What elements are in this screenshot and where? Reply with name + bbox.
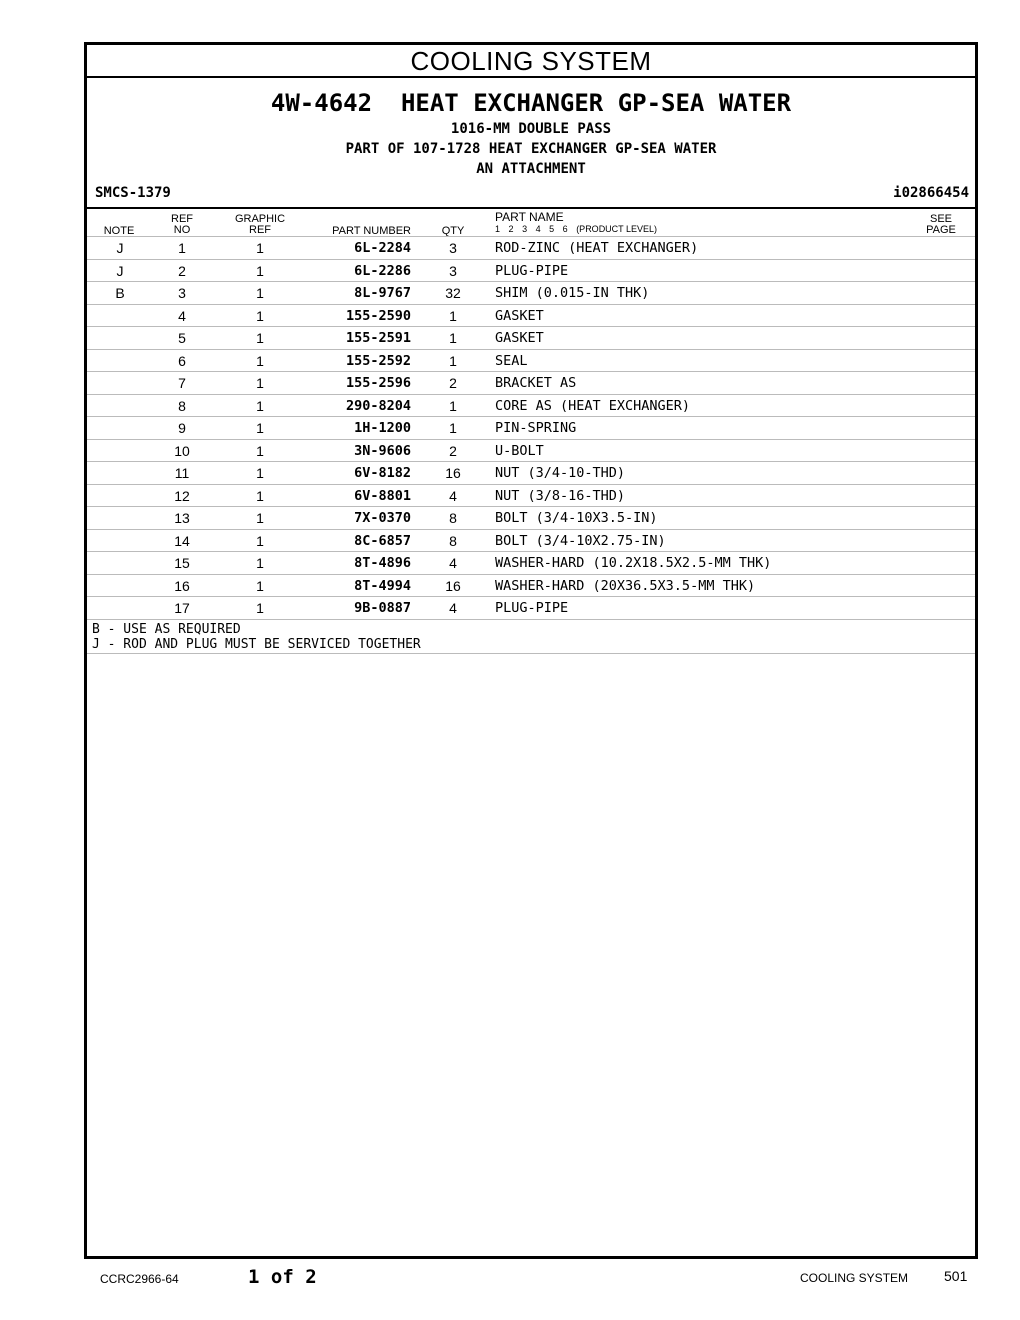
qty-cell: 1: [449, 420, 457, 436]
col-note: NOTE: [103, 225, 135, 237]
part-number-cell: 8T-4896: [354, 555, 411, 571]
ref-no-cell: 3: [178, 285, 186, 301]
part-number-cell: 3N-9606: [354, 442, 411, 459]
header-rule: [87, 207, 975, 209]
table-row: [87, 440, 975, 463]
table-row: [87, 395, 975, 418]
part-number-cell: 155-2590: [345, 307, 411, 324]
part-number-cell: 7X-0370: [354, 510, 411, 526]
ref-no-cell: 12: [174, 487, 190, 504]
part-name-cell: PLUG-PIPE: [495, 262, 569, 279]
ref-no-cell: 8: [178, 397, 186, 414]
part-number-cell: 155-2596: [345, 375, 411, 391]
graphic-ref-cell: 1: [256, 352, 264, 369]
part-number-cell: 155-2591: [345, 330, 411, 346]
part-number-cell: 6L-2284: [354, 240, 411, 256]
ref-no-cell: 6: [178, 352, 186, 369]
qty-cell: 8: [449, 510, 457, 526]
table-row: [87, 575, 975, 598]
graphic-ref-cell: 1: [256, 240, 264, 256]
qty-cell: 3: [449, 240, 457, 256]
qty-cell: 16: [445, 577, 461, 594]
part-name-cell: NUT (3/8-16-THD): [495, 487, 626, 504]
table-row: [87, 485, 975, 508]
product-levels: [495, 224, 663, 234]
group-title: 4W-4642 HEAT EXCHANGER GP-SEA WATER: [270, 89, 792, 117]
part-name-cell: BOLT (3/4-10X2.75-IN): [495, 532, 666, 549]
part-name-cell: GASKET: [495, 307, 544, 324]
graphic-ref-cell: 1: [256, 510, 264, 526]
smcs-code: SMCS-1379: [95, 185, 171, 201]
part-name-cell: SEAL: [495, 352, 528, 369]
qty-cell: 4: [449, 600, 457, 616]
section-title: COOLING SYSTEM: [87, 45, 975, 78]
note-cell: B: [115, 285, 125, 301]
parts-list: [87, 236, 975, 654]
table-row: [87, 372, 975, 395]
ref-no-cell: 15: [174, 555, 190, 571]
ref-no-cell: 5: [178, 330, 186, 346]
level-6: 6: [562, 224, 568, 234]
title-line-2: PART OF 107-1728 HEAT EXCHANGER GP-SEA WATER: [345, 141, 717, 157]
part-number-cell: 6V-8801: [354, 487, 411, 504]
ref-no-cell: 7: [178, 375, 186, 391]
part-name-cell: WASHER-HARD (20X36.5X3.5-MM THK): [495, 577, 756, 594]
part-number-cell: 8L-9767: [354, 285, 411, 301]
page-of: 1 of 2: [248, 1266, 317, 1288]
part-name-cell: SHIM (0.015-IN THK): [495, 285, 650, 301]
title-block: [87, 87, 975, 179]
graphic-ref-cell: 1: [256, 307, 264, 324]
footer-section: COOLING SYSTEM: [800, 1271, 909, 1285]
part-number-cell: 8T-4994: [354, 577, 411, 594]
col-part-name: PART NAME: [495, 210, 564, 224]
page-frame: [84, 42, 978, 1259]
part-name-cell: NUT (3/4-10-THD): [495, 465, 626, 481]
table-row: [87, 305, 975, 328]
ref-no-cell: 1: [178, 240, 186, 256]
level-5: 5: [549, 224, 555, 234]
qty-cell: 1: [449, 397, 457, 414]
part-name-cell: GASKET: [495, 330, 544, 346]
page-number: 501: [944, 1268, 968, 1284]
part-name-cell: PIN-SPRING: [495, 420, 577, 436]
graphic-ref-cell: 1: [256, 487, 264, 504]
table-row: [87, 417, 975, 440]
part-number-cell: 6L-2286: [354, 262, 411, 279]
note-cell: J: [116, 240, 124, 256]
table-row: [87, 260, 975, 283]
part-name-cell: U-BOLT: [495, 442, 544, 459]
qty-cell: 32: [445, 285, 461, 301]
level-3: 3: [522, 224, 528, 234]
qty-cell: 1: [449, 330, 457, 346]
notes-block: [87, 620, 975, 654]
table-row: [87, 462, 975, 485]
graphic-ref-cell: 1: [256, 285, 264, 301]
qty-cell: 1: [449, 307, 457, 324]
doc-id: CCRC2966-64: [100, 1272, 179, 1286]
col-part-number: PART NUMBER: [332, 225, 411, 237]
graphic-ref-cell: 1: [256, 375, 264, 391]
part-number-cell: 1H-1200: [354, 420, 411, 436]
ref-no-cell: 16: [174, 577, 190, 594]
part-name-cell: PLUG-PIPE: [495, 600, 569, 616]
graphic-ref-cell: 1: [256, 555, 264, 571]
table-row: [87, 530, 975, 553]
part-name-cell: WASHER-HARD (10.2X18.5X2.5-MM THK): [495, 555, 772, 571]
part-name-cell: ROD-ZINC (HEAT EXCHANGER): [495, 240, 699, 256]
part-number-cell: 8C-6857: [354, 532, 411, 549]
qty-cell: 4: [449, 487, 457, 504]
qty-cell: 1: [449, 352, 457, 369]
ref-no-cell: 14: [174, 532, 190, 549]
table-row: [87, 597, 975, 620]
ref-no-cell: 4: [178, 307, 186, 324]
title-line-1: 1016-MM DOUBLE PASS: [450, 121, 612, 137]
graphic-ref-cell: 1: [256, 397, 264, 414]
table-row: [87, 237, 975, 260]
graphic-ref-cell: 1: [256, 577, 264, 594]
title-line-3: AN ATTACHMENT: [476, 161, 586, 177]
qty-cell: 2: [449, 375, 457, 391]
table-row: [87, 350, 975, 373]
graphic-ref-cell: 1: [256, 262, 264, 279]
graphic-ref-cell: 1: [256, 420, 264, 436]
level-4: 4: [535, 224, 541, 234]
ref-no-cell: 9: [178, 420, 186, 436]
level-2: 2: [508, 224, 514, 234]
note-cell: J: [116, 262, 124, 279]
ref-no-cell: 10: [174, 442, 190, 459]
product-level-label: (PRODUCT LEVEL): [576, 224, 658, 234]
graphic-ref-cell: 1: [256, 330, 264, 346]
part-number-cell: 9B-0887: [354, 600, 411, 616]
note-line: B - USE AS REQUIRED: [92, 621, 241, 637]
graphic-ref-cell: 1: [256, 532, 264, 549]
part-number-cell: 6V-8182: [354, 465, 411, 481]
ref-no-cell: 13: [174, 510, 190, 526]
ref-no-cell: 11: [174, 465, 190, 481]
graphic-ref-cell: 1: [256, 442, 264, 459]
qty-cell: 4: [449, 555, 457, 571]
ref-no-cell: 2: [178, 262, 186, 279]
qty-cell: 8: [449, 532, 457, 549]
table-row: [87, 507, 975, 530]
part-name-cell: CORE AS (HEAT EXCHANGER): [495, 397, 691, 414]
level-1: 1: [495, 224, 501, 234]
table-row: [87, 552, 975, 575]
part-name-cell: BOLT (3/4-10X3.5-IN): [495, 510, 658, 526]
illustration-id: i02866454: [893, 185, 969, 201]
qty-cell: 3: [449, 262, 457, 279]
part-number-cell: 155-2592: [345, 352, 411, 369]
part-number-cell: 290-8204: [345, 397, 411, 414]
table-row: [87, 327, 975, 350]
qty-cell: 2: [449, 442, 457, 459]
ref-no-cell: 17: [174, 600, 190, 616]
qty-cell: 16: [445, 465, 461, 481]
col-qty: QTY: [441, 225, 465, 237]
note-line: J - ROD AND PLUG MUST BE SERVICED TOGETHER: [92, 636, 421, 652]
col-graphic-ref: GRAPHIC REF: [234, 213, 286, 236]
graphic-ref-cell: 1: [256, 465, 264, 481]
col-see-page: SEE PAGE: [926, 213, 956, 236]
part-name-cell: BRACKET AS: [495, 375, 577, 391]
graphic-ref-cell: 1: [256, 600, 264, 616]
col-ref-no: REF NO: [171, 213, 193, 236]
table-row: [87, 282, 975, 305]
